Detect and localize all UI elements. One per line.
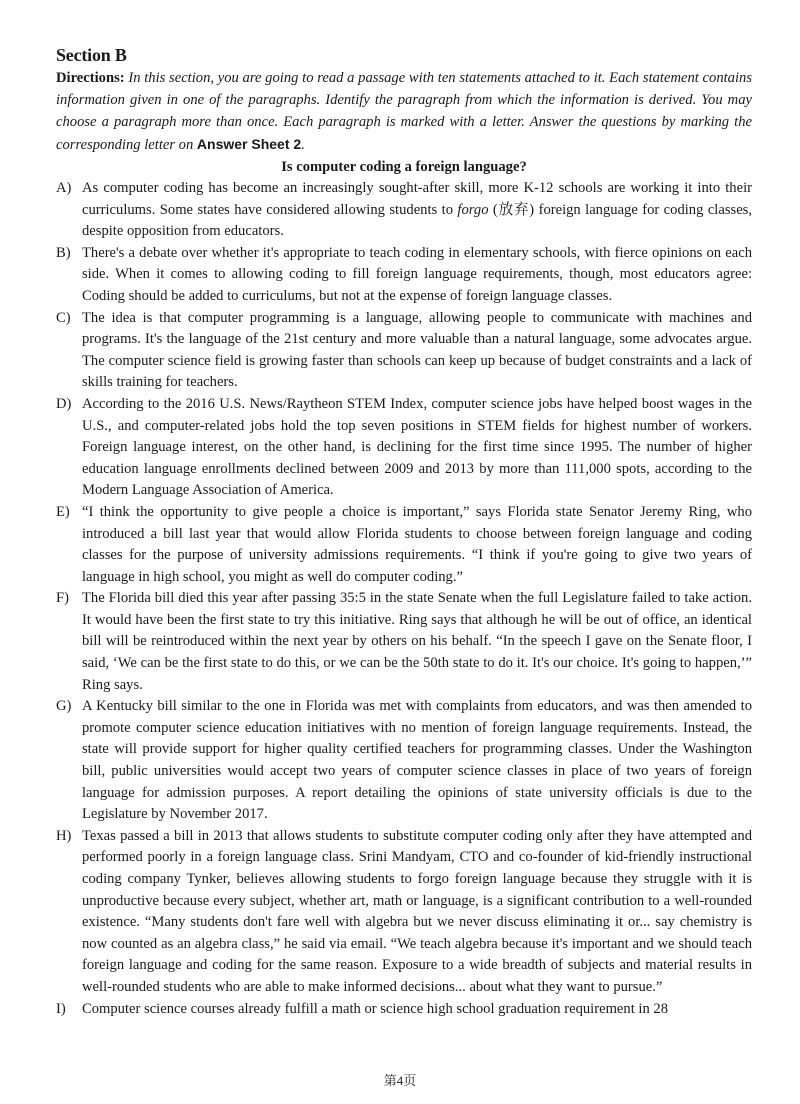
paragraph-g (56, 696, 752, 826)
paragraph-text: Computer science courses already fulfill a math or science high school graduation requirement in 28 (82, 1000, 668, 1017)
paragraph-letter: G) (56, 698, 72, 715)
paragraph-text: As computer coding has become an increasingly sought-after skill, more K-12 schools are working it into their curriculums. Some states have considered allowing students to (82, 180, 752, 218)
paragraph-text: There's a debate over whether it's appropriate to teach coding in elementary schools, with fierce opinions on each side. When it comes to allowing coding to fill foreign language requirements, though, most educators agree: Coding should be added to curriculums, but not at the expense of foreign language classes. (82, 244, 752, 304)
paragraph-letter: D) (56, 395, 72, 412)
paragraph-d (56, 394, 752, 502)
paragraph-text: A Kentucky bill similar to the one in Florida was met with complaints from educators, and was then amended to promote computer science education initiatives with no mention of foreign language requirements. Instead, the state will provide support for higher quality certified teachers for programming classes. Under the Washington bill, public universities would accept two years of computer science classes in place of two years of foreign language for admission purposes. A report detailing the opinions of state university officials is due to the Legislature by November 2017. (82, 698, 752, 823)
paragraph-c (56, 308, 752, 394)
paragraph-text-cont: (放弃) foreign language for coding classes, despite opposition from educators. (82, 201, 752, 240)
paragraph-text: “I think the opportunity to give people a choice is important,” says Florida state Senator Jeremy Ring, who introduced a bill last year that would allow Florida students to choose between foreign language and coding classes for the purpose of university admissions requirements. “I think if you're going to give two years of language in high school, you might as well do computer coding.” (82, 503, 752, 585)
section-title: Section B (56, 45, 127, 65)
paragraph-a (56, 178, 752, 243)
paragraph-f (56, 588, 752, 696)
paragraph-letter: I) (56, 1000, 66, 1017)
directions-text: In this section, you are going to read a passage with ten statements attached to it. Each statement contains information given in one of the paragraphs. Identify the paragraph from which the information is derived. You may choose a paragraph more than once. Each paragraph is marked with a letter. Answer the questions by marking the corresponding letter on (56, 70, 752, 153)
directions (56, 67, 752, 156)
paragraph-text: Texas passed a bill in 2013 that allows students to substitute computer coding only after they have attempted and performed poorly in a foreign language class. Srini Mandyam, CTO and co-founder of kid-friendly instructional coding company Tynker, believes allowing students to forgo foreign language because they struggle with it is unproductive because every subject, whether art, math or language, is a significant contribution to a well-rounded existence. “Many students don't fare well with algebra but we never discuss eliminating it or... say chemistry is now counted as an algebra class,” he said via email. “We teach algebra because it's important and we should teach foreign language and coding for the same reason. Exposure to a wide breadth of subjects and material results in well-rounded students who are able to make informed decisions... about what they want to pursue.” (82, 827, 752, 995)
paragraph-e (56, 502, 752, 588)
passage-title: Is computer coding a foreign language? (281, 159, 527, 175)
paragraph-text: The Florida bill died this year after passing 35:5 in the state Senate when the full Legislature failed to take action. It would have been the first state to try this initiative. Ring says that although he will be out of office, an identical bill will be reintroduced within the next year by others on his behalf. “In the speech I gave on the Senate floor, I said, ‘We can be the first state to do this, or we can be the 50th state to do it. It's our choice. It's going to happen,’” Ring says. (82, 590, 752, 693)
paragraph-text: The idea is that computer programming is a language, allowing people to communicate with machines and programs. It's the language of the 21st century and more valuable than a natural language, some advocates argue. The computer science field is growing faster than schools can keep up because of budget constraints and a lack of skills training for teachers. (82, 309, 752, 391)
paragraph-h (56, 826, 752, 999)
emphasized-word: forgo (457, 201, 489, 218)
paragraph-letter: E) (56, 503, 70, 520)
page-number: 第4页 (383, 1073, 417, 1088)
paragraph-text: According to the 2016 U.S. News/Raytheon STEM Index, computer science jobs have helped boost wages in the U.S., and computer-related jobs hold the top seven positions in STEM fields for highest number of workers. Foreign language interest, on the other hand, is declining for the first time since 1995. The number of higher education language enrollments declined between 2009 and 2013 by more than 111,000 spots, according to the Modern Language Association of America. (82, 395, 752, 499)
exam-page (56, 44, 752, 1020)
paragraph-letter: A) (56, 180, 72, 196)
answer-sheet-label: Answer Sheet 2 (196, 136, 302, 152)
paragraph-letter: H) (56, 827, 72, 844)
paragraph-letter: F) (56, 590, 69, 607)
directions-label: Directions: (56, 70, 125, 86)
paragraph-b (56, 243, 752, 308)
paragraph-letter: B) (56, 244, 71, 261)
paragraph-letter: C) (56, 309, 71, 326)
directions-end: . (301, 137, 305, 153)
paragraph-i (56, 999, 752, 1021)
